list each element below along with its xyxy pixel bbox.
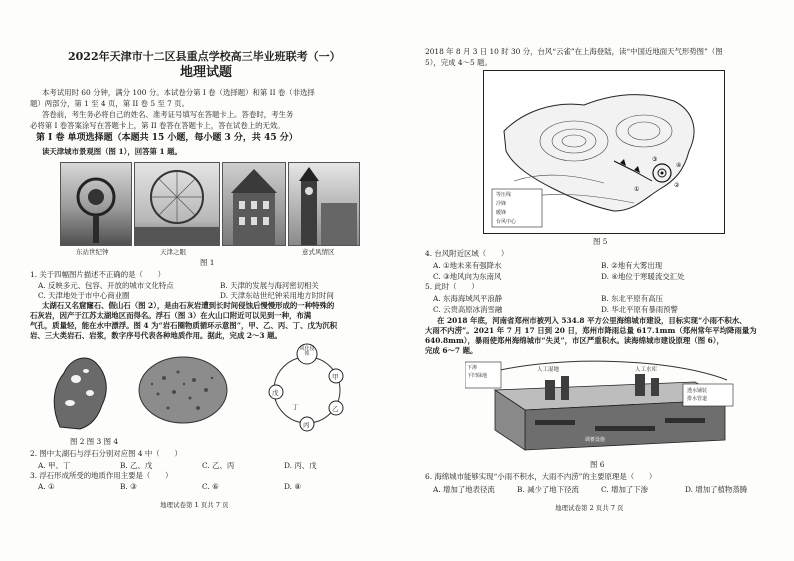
cycle-label-ding: 丁 [292,403,299,411]
question-6: 6. 海绵城市能够实现“小雨不积水，大雨不内涝”的主要原理是（ ） [425,472,657,481]
ferris-wheel-illustration [135,163,219,245]
intro-line: 2018 年 8 月 3 日 10 时 30 分，台风“云雀”在上海登陆，读“中国近地面天气形势图”（图 [425,47,723,56]
passage-line: 完成 6～7 题。 [425,346,478,355]
passage-line: 石灰岩，因产于江苏太湖地区而得名。浮石（图 3）在火山口附近可以见到一种，布满 [30,311,312,320]
passage-line: 640.8mm），暴雨使郑州海绵城市“失灵”，市区严重积水。读海绵城市建设原理（图 6）， [425,336,724,345]
page-footer: 地理试卷第 2 页共 7 页 [555,504,624,512]
label-reservoir: 人工水库 [635,367,658,373]
intro-line: 题）两部分，第 1 至 4 页，第 II 卷 5 至 7 页。 [30,99,190,108]
q1-option-c[interactable]: C. 天津地处于市中心商业圈 [38,291,130,300]
section-heading: 第 I 卷 单项选择题（本题共 15 小题，每小题 3 分，共 45 分） [36,133,298,143]
passage-line: 在 2018 年底，河南省郑州市被列入 534.8 平方公里海绵城市建设，目标实现“小雨不积水、 [437,316,747,325]
legend-warm-front: 暖锋 [496,210,507,216]
cycle-label-jia: 甲 [332,373,339,381]
legend-isobar: 等压线 [496,192,512,198]
q2-option-d[interactable]: D. 丙、戊 [284,461,317,470]
label-infiltration: 下渗 [467,365,478,371]
q3-option-a[interactable]: A. ① [38,482,55,491]
q5-option-d[interactable]: D. 华北平原有暴雨预警 [601,305,678,314]
intro-line: 答卷前，考生务必将自己的姓名、准考证号填写在答题卡上。答卷时，考生务 [42,110,294,119]
svg-text:①: ① [634,186,640,193]
q4-option-a[interactable]: A. ①地未来有强降水 [433,261,502,270]
q6-option-b[interactable]: B. 减少了地下径流 [517,485,579,494]
q1-option-b[interactable]: B. 天津的发展与海河密切相关 [220,281,319,290]
label-storage: 调蓄设施 [585,437,606,443]
photo-caption: 东站世纪钟 [76,248,109,256]
q2-option-a[interactable]: A. 甲、丁 [38,461,71,470]
label-permeable-pavement: 透水铺装 [687,388,708,394]
label-sunken-green: 下凹绿地 [467,373,488,379]
right-page [425,0,775,561]
exam-title: 2022年天津市十二区县重点学校高三毕业班联考（一） [68,50,341,63]
read-instruction: 读天津城市景观图（图 1），回答第 1 题。 [42,147,182,156]
q6-option-a[interactable]: A. 增加了地表径流 [433,485,495,494]
q2-option-b[interactable]: B. 乙、戊 [120,461,153,470]
q2-option-c[interactable]: C. 乙、丙 [202,461,235,470]
q4-option-c[interactable]: C. ③地风向为东南风 [433,272,502,281]
photo-caption: 天津之眼 [160,248,186,256]
passage-line: 气孔，质量轻，能在水中漂浮。图 4 为“岩石圈物质循环示意图”，甲、乙、丙、丁、戊为沉积 [30,321,338,330]
question-4: 4. 台风附近区域（ ） [425,249,509,258]
passage-line: 大雨不内涝”。2021 年 7 月 17 日到 20 日，郑州市降雨总量 617.1mm（郑州常年平均降雨量为 [425,326,757,335]
q1-option-a[interactable]: A. 反映多元、包容、开放的城市文化特点 [38,281,174,290]
question-2: 2. 图中太湖石与浮石分别对应图 4 中（ ） [30,449,182,458]
photo-italian-style-area [288,162,360,246]
figure-caption: 图 1 [200,258,215,267]
q3-option-c[interactable]: C. ⑥ [202,482,219,491]
svg-text:②: ② [674,182,680,189]
cycle-label-yi: 乙 [332,405,339,413]
question-3: 3. 浮石形成所受的地质作用主要是（ ） [30,471,173,480]
clock-illustration [61,163,131,245]
q4-option-d[interactable]: D. ④地位于寒暖流交汇处 [601,272,685,281]
figure-caption: 图 5 [593,237,608,246]
building-illustration [223,163,285,245]
weather-map-illustration [484,71,724,233]
q5-option-c[interactable]: C. 云贵高原冰消雪融 [433,305,503,314]
cycle-label-bing: 丙 [303,421,310,429]
intro-line: 本考试用时 60 分钟，满分 100 分。本试卷分第 I 卷（选择题）和第 II 卷（非选择 [42,88,315,97]
intro-line: 必将第 I 卷答案涂写在答题卡上，第 II 卷答在答题卡上，答在试卷上的无效。 [30,121,285,130]
photo-caption: 意式风情区 [302,248,335,256]
left-page [30,0,400,561]
subject-title: 地理试题 [180,65,233,80]
q6-option-d[interactable]: D. 增加了植物蒸腾 [685,485,748,494]
q5-option-a[interactable]: A. 东海海域风平浪静 [433,294,503,303]
label-wetland: 人工湿地 [537,367,560,373]
cycle-label-wu: 戊 [272,389,279,397]
sponge-city-diagram [465,360,735,452]
photo-century-clock [60,162,132,246]
svg-text:③: ③ [652,156,658,163]
q3-option-b[interactable]: B. ③ [120,482,137,491]
page-footer: 地理试卷第 1 页共 7 页 [160,501,229,509]
photo-tianjin-eye [134,162,220,246]
passage-line: 岩、三大类岩石、岩浆，数字序号代表各种地质作用。据此，完成 2～3 题。 [30,331,282,340]
taihu-stone-illustration [40,345,120,433]
photo-building [222,162,286,246]
legend-typhoon-center: 台风中心 [496,219,517,225]
q3-option-d[interactable]: D. ⑧ [284,482,301,491]
figure-caption: 图 6 [590,460,605,469]
cycle-label-weathering: 风化侵蚀 [299,346,315,357]
q6-option-c[interactable]: C. 增加了下渗 [601,485,649,494]
weather-map [483,70,725,234]
taihu-stone-figure [40,345,120,433]
q4-option-b[interactable]: B. ②地有大雾出现 [601,261,663,270]
pumice-illustration [134,352,232,428]
rock-cycle-diagram [252,340,362,435]
figure-caption: 图 2 图 3 图 4 [70,437,119,446]
question-5: 5. 此时（ ） [425,282,479,291]
intro-line: 5），完成 4～5 题。 [425,58,492,67]
question-1: 1. 关于四幅图片描述不正确的是（ ） [30,270,166,279]
label-drainage: 排水管道 [687,396,708,402]
svg-text:④: ④ [676,162,682,169]
legend-cold-front: 冷锋 [496,201,507,207]
q5-option-b[interactable]: B. 东北平原有高压 [601,294,663,303]
tower-illustration [289,163,359,245]
passage-line: 太湖石又名窟窿石、假山石（图 2），是由石灰岩遭到长时间侵蚀后慢慢形成的一种特殊的 [42,301,335,310]
pumice-figure [134,352,232,428]
q1-option-d[interactable]: D. 天津东站世纪钟采用地方时时间 [220,291,334,300]
